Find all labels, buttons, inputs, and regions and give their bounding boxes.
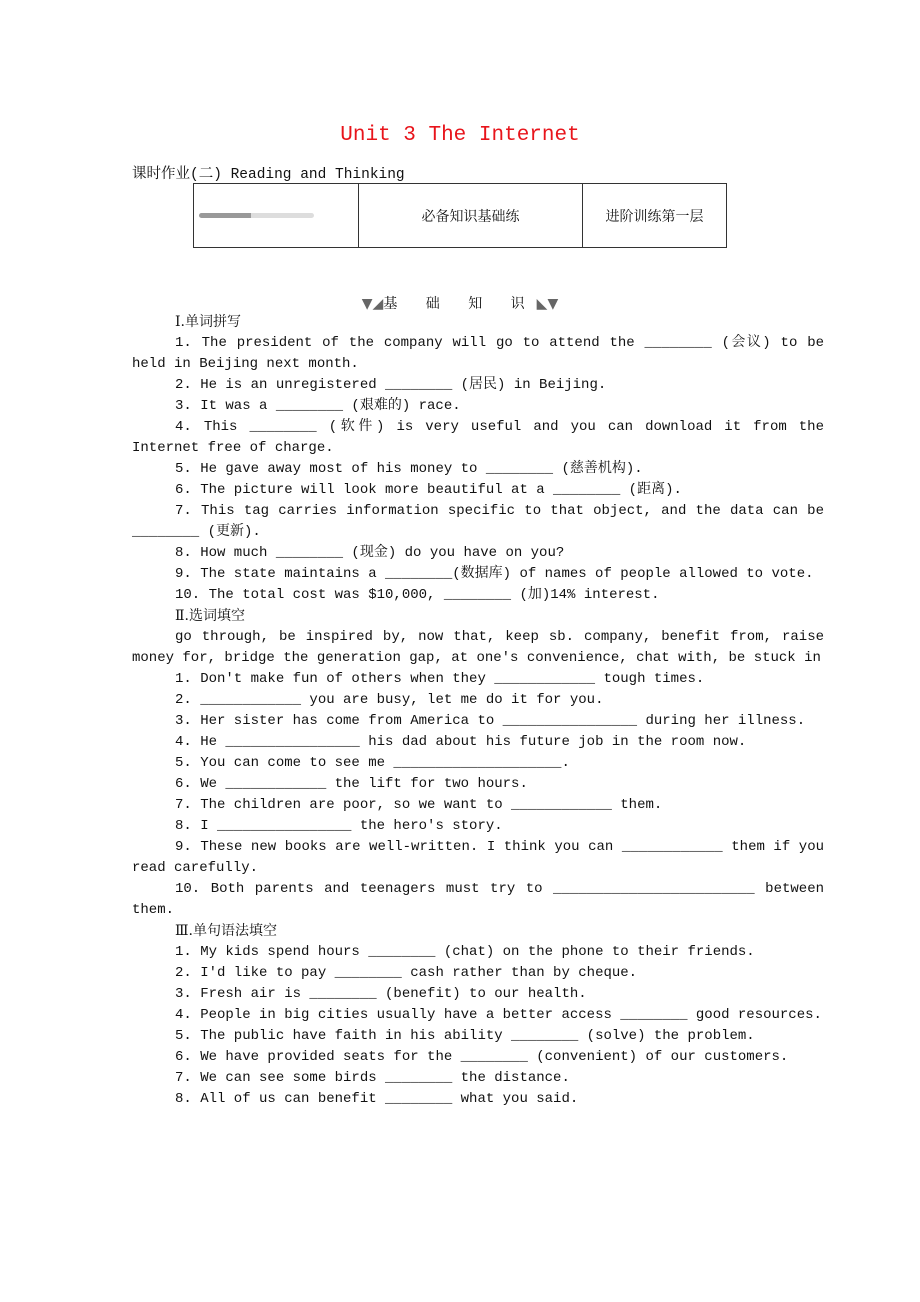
- question-item: 1. My kids spend hours ________ (chat) on the phone to their friends.: [175, 944, 755, 960]
- question-item: 3. It was a ________ (艰难的) race.: [175, 398, 461, 414]
- question-item: 7. The children are poor, so we want to ____________ them.: [175, 797, 663, 813]
- subtitle: 课时作业(二) Reading and Thinking: [132, 167, 405, 183]
- section-heading: ▼◢基 础 知 识◣▼: [361, 296, 559, 312]
- question-item: 6. We ____________ the lift for two hours.: [175, 776, 528, 792]
- question-item: 6. We have provided seats for the ________ (convenient) of our customers.: [175, 1049, 789, 1065]
- question-item: 8. How much ________ (现金) do you have on you?: [175, 545, 565, 561]
- progress-graphic: [194, 184, 359, 247]
- question-item: 5. The public have faith in his ability ________ (solve) the problem.: [175, 1028, 755, 1044]
- question-item: 10. Both parents and teenagers must try to ________________________ between them.: [132, 881, 824, 918]
- question-item: 9. These new books are well-written. I think you can ____________ them if you read carefully.: [132, 839, 824, 876]
- part3-heading: Ⅲ.单句语法填空: [175, 923, 277, 939]
- table-cell-advanced: 进阶训练第一层: [605, 208, 704, 225]
- question-item: 4. This ________ (软件) is very useful and you can download it from the Internet free of charge.: [132, 419, 824, 456]
- question-item: 8. All of us can benefit ________ what you said.: [175, 1091, 579, 1107]
- question-item: 1. The president of the company will go to attend the ________ (会议) to be held in Beijing next month.: [132, 335, 824, 372]
- word-bank: go through, be inspired by, now that, keep sb. company, benefit from, raise money for, bridge the generation gap, at one's convenience, chat with, be stuck in: [132, 629, 824, 666]
- triangle-down-icon: ▼◢: [361, 296, 384, 312]
- question-item: 9. The state maintains a ________(数据库) of names of people allowed to vote.: [175, 566, 814, 582]
- question-item: 4. People in big cities usually have a better access ________ good resources.: [175, 1007, 822, 1023]
- part1-items: [132, 333, 824, 606]
- question-item: 8. I ________________ the hero's story.: [175, 818, 503, 834]
- question-item: 3. Fresh air is ________ (benefit) to our health.: [175, 986, 587, 1002]
- part1-heading: Ⅰ.单词拼写: [175, 314, 241, 330]
- question-item: 2. I'd like to pay ________ cash rather than by cheque.: [175, 965, 638, 981]
- table-cell-basic: 必备知识基础练: [359, 184, 583, 247]
- header-table: [193, 183, 727, 248]
- question-item: 2. He is an unregistered ________ (居民) in Beijing.: [175, 377, 607, 393]
- part3-items: [132, 942, 824, 1110]
- question-item: 3. Her sister has come from America to ________________ during her illness.: [175, 713, 806, 729]
- part2-items: [132, 669, 824, 921]
- question-item: 6. The picture will look more beautiful at a ________ (距离).: [175, 482, 682, 498]
- triangle-down-icon: ◣▼: [536, 296, 559, 312]
- question-item: 4. He ________________ his dad about his future job in the room now.: [175, 734, 747, 750]
- part2-heading: Ⅱ.选词填空: [175, 608, 245, 624]
- question-item: 5. You can come to see me ____________________.: [175, 755, 570, 771]
- question-item: 10. The total cost was $10,000, ________ (加)14% interest.: [175, 587, 660, 603]
- exercise-body: [132, 312, 824, 1110]
- question-item: 2. ____________ you are busy, let me do it for you.: [175, 692, 604, 708]
- page-title: Unit 3 The Internet: [340, 124, 580, 147]
- question-item: 7. This tag carries information specific to that object, and the data can be ________ (更新).: [132, 503, 824, 540]
- question-item: 5. He gave away most of his money to ________ (慈善机构).: [175, 461, 643, 477]
- question-item: 1. Don't make fun of others when they ____________ tough times.: [175, 671, 705, 687]
- question-item: 7. We can see some birds ________ the distance.: [175, 1070, 570, 1086]
